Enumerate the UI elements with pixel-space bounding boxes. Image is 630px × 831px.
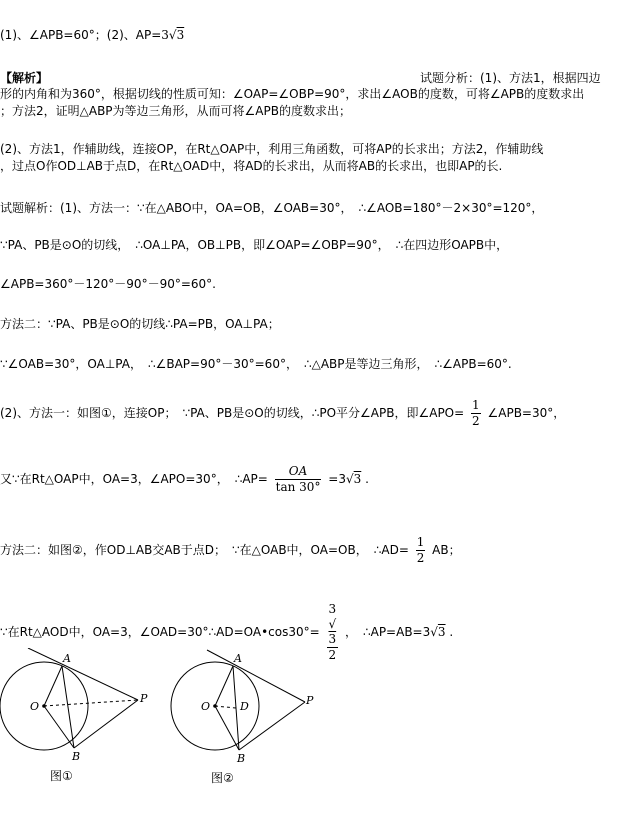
solution-line7-text: 又∵在Rt△OAP中，OA=3，∠APO=30°， ∴AP= bbox=[0, 472, 268, 486]
label-p: P bbox=[140, 692, 148, 705]
solution-line4: 方法二：∵PA、PB是⊙O的切线∴PA=PB，OA⊥PA； bbox=[0, 317, 280, 331]
radius-oa bbox=[215, 666, 233, 706]
tangent-pa bbox=[207, 650, 305, 702]
answer-radicand: 3 bbox=[176, 28, 185, 42]
solution-line6 bbox=[0, 398, 565, 429]
point-o bbox=[213, 704, 217, 708]
tangent-pa bbox=[28, 648, 138, 700]
label-d: D bbox=[240, 700, 249, 713]
solution-line9-text: ∵在Rt△AOD中，OA=3，∠OAD=30°∴AD=OA•cos30°= bbox=[0, 625, 320, 639]
tangent-pb bbox=[239, 702, 305, 750]
label-a: A bbox=[234, 652, 242, 665]
radius-ob bbox=[215, 706, 239, 750]
solution-line9: ∵在Rt△AOD中，OA=3，∠OAD=30°∴AD=OA•cos30°= 3 √ 3 2 ， ∴AP=AB=3√3 . bbox=[0, 602, 454, 662]
radius-ob bbox=[44, 706, 74, 748]
analysis-line5: ，过点O作OD⊥AB于点D，在Rt△OAD中，将AD的长求出，从而将AB的长求出，也即AP的长. bbox=[0, 159, 503, 173]
label-o: O bbox=[201, 700, 211, 713]
label-b: B bbox=[72, 750, 81, 763]
fraction-oa-tan: $\frac{OA}{\tan 30^\circ}$ bbox=[275, 464, 321, 494]
analysis-line3: ；方法2，证明△ABP为等边三角形，从而可将∠APB的度数求出； bbox=[0, 104, 351, 118]
figure-2-caption: 图② bbox=[211, 771, 234, 785]
radius-oa bbox=[44, 666, 62, 706]
label-p: P bbox=[306, 694, 314, 707]
figure-2 bbox=[165, 648, 325, 798]
solution-line8-text: 方法二：如图②，作OD⊥AB交AB于点D； ∵在△OAB中，OA=OB， ∴AD= bbox=[0, 543, 409, 557]
solution-line6-text: (2)、方法一：如图①，连接OP； ∵PA、PB是⊙O的切线，∴PO平分∠APB，即∠APO= bbox=[0, 406, 465, 420]
line-od bbox=[215, 706, 236, 708]
solution-line1: 试题解析：(1)、方法一：∵在△ABO中，OA=OB，∠OAB=30°， ∴∠AOB=180°－2×30°=120°， bbox=[0, 201, 544, 215]
tangent-pb bbox=[74, 700, 138, 748]
chord-ab bbox=[62, 666, 74, 748]
figure-1-caption: 图① bbox=[50, 769, 73, 783]
solution-line6-tail: ∠APB=30°， bbox=[487, 406, 566, 420]
line-op bbox=[44, 700, 138, 706]
solution-line2: ∵PA、PB是⊙O的切线， ∴OA⊥PA，OB⊥PB，即∠OAP=∠OBP=90°， ∴在四边形OAPB中， bbox=[0, 238, 509, 252]
point-o bbox=[42, 704, 46, 708]
label-a: A bbox=[63, 652, 71, 665]
fraction-3root3-over-2: 3 √ 3 2 bbox=[328, 602, 337, 662]
solution-line8: 方法二：如图②，作OD⊥AB交AB于点D； ∵在△OAB中，OA=OB， ∴AD= $\frac{1}{2}$ AB； bbox=[0, 535, 461, 565]
label-b: B bbox=[237, 752, 246, 765]
solution-line5: ∵∠OAB=30°，OA⊥PA， ∴∠BAP=90°－30°=60°， ∴△ABP是等边三角形， ∴∠APB=60°. bbox=[0, 357, 512, 371]
analysis-line1: 试题分析：(1)、方法1，根据四边 bbox=[420, 71, 601, 85]
answer-part1: (1)、∠APB=60°；(2)、AP= bbox=[0, 28, 162, 42]
analysis-line4: (2)、方法1，作辅助线，连接OP，在Rt△OAP中，利用三角函数，可将AP的长求出；方法2，作辅助线 bbox=[0, 142, 544, 156]
fraction-half-1: $\frac{1}{2}$ bbox=[472, 398, 480, 428]
label-o: O bbox=[30, 700, 40, 713]
answer-coef: 3 bbox=[161, 28, 169, 42]
analysis-line2: 形的内角和为360°，根据切线的性质可知：∠OAP=∠OBP=90°，求出∠AOB的度数，可将∠APB的度数求出 bbox=[0, 87, 585, 101]
analysis-label: 【解析】 bbox=[0, 71, 49, 85]
solution-line3: ∠APB=360°－120°－90°－90°=60°. bbox=[0, 277, 216, 291]
fraction-half-2: $\frac{1}{2}$ bbox=[416, 535, 425, 565]
answer-line: (1)、∠APB=60°；(2)、AP=3√3 bbox=[0, 28, 185, 42]
solution-line7: 又∵在Rt△OAP中，OA=3，∠APO=30°， ∴AP= $\frac{OA}{\tan 30^\circ}$ =3√3 . bbox=[0, 464, 369, 494]
figure-1 bbox=[0, 648, 160, 798]
